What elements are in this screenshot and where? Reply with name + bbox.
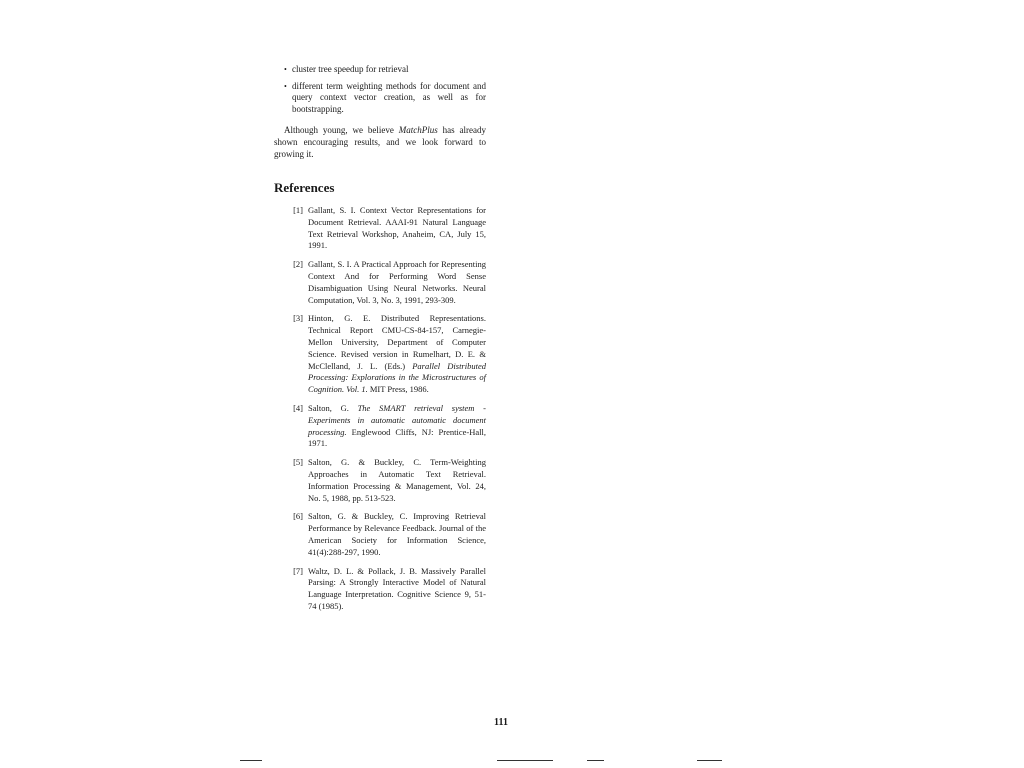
closing-text-start: Although young, we believe bbox=[284, 125, 399, 135]
reference-tail: MIT Press, 1986. bbox=[367, 384, 429, 395]
reference-number: [5] bbox=[293, 457, 303, 468]
reference-item bbox=[274, 403, 486, 450]
bullet-icon: • bbox=[284, 65, 287, 74]
bullet-item bbox=[284, 64, 486, 76]
reference-item bbox=[274, 566, 486, 613]
reference-tail: Englewood Cliffs, NJ: Prentice-Hall, 1971. bbox=[308, 426, 486, 449]
reference-list bbox=[274, 205, 486, 613]
reference-number: [4] bbox=[293, 402, 303, 413]
reference-item bbox=[274, 511, 486, 558]
reference-text: Hinton, G. E. Distributed Representations. Technical Report CMU-CS-84-157, Carnegie-Mellon University, Department of Computer Science. Revised version in Rumelhart, D. E. & McClelland, J. L. (Eds.) bbox=[308, 313, 486, 371]
reference-italic: Parallel Distributed Processing: Explorations in the Microstructures of Cognition. Vol. 1. bbox=[308, 360, 486, 395]
reference-text: Salton, G. & Buckley, C. Term-Weighting Approaches in Automatic Text Retrieval. Information Processing & Management, Vol. 24, No. 5, 1988, pp. 513-523. bbox=[308, 457, 486, 503]
reference-item bbox=[274, 205, 486, 252]
reference-italic: The SMART retrieval system - Experiments in automatic automatic document processing. bbox=[308, 402, 486, 437]
footer-rule bbox=[240, 760, 262, 761]
reference-item bbox=[274, 457, 486, 504]
reference-text: Gallant, S. I. A Practical Approach for Representing Context And for Performing Word Sense Disambiguation Using Neural Networks. Neural Computation, Vol. 3, No. 3, 1991, 293-309. bbox=[308, 259, 486, 305]
bullet-text: different term weighting methods for document and query context vector creation, as well as for bootstrapping. bbox=[292, 80, 486, 114]
footer-rule bbox=[587, 760, 604, 761]
footer-rule bbox=[497, 760, 553, 761]
bullet-item bbox=[284, 81, 486, 116]
reference-number: [1] bbox=[293, 205, 303, 215]
closing-paragraph bbox=[274, 124, 486, 160]
bullet-icon: • bbox=[284, 81, 287, 91]
footer-rule bbox=[697, 760, 722, 761]
bullet-text: cluster tree speedup for retrieval bbox=[292, 64, 409, 74]
reference-number: [6] bbox=[293, 511, 303, 522]
reference-text: Gallant, S. I. Context Vector Representations for Document Retrieval. AAAI-91 Natural Language Text Retrieval Workshop, Anaheim, CA, July 15, 1991. bbox=[308, 205, 486, 251]
text-column bbox=[274, 64, 486, 620]
reference-text: Waltz, D. L. & Pollack, J. B. Massively Parallel Parsing: A Strongly Interactive Model of Natural Language Interpretation. Cognitive Science 9, 51-74 (1985). bbox=[308, 565, 486, 611]
reference-number: [7] bbox=[293, 565, 303, 576]
reference-item bbox=[274, 259, 486, 306]
reference-number: [3] bbox=[293, 313, 303, 324]
references-heading: References bbox=[274, 180, 335, 195]
reference-number: [2] bbox=[293, 259, 303, 270]
bullet-list bbox=[274, 64, 486, 115]
reference-item bbox=[274, 313, 486, 396]
page-number: 111 bbox=[494, 717, 508, 728]
closing-text-end: has already shown encouraging results, and we look forward to growing it. bbox=[274, 125, 487, 159]
reference-text: Salton, G. & Buckley, C. Improving Retrieval Performance by Relevance Feedback. Journal of the American Society for Information Science, 41(4):288-297, 1990. bbox=[308, 511, 486, 557]
system-name: MatchPlus bbox=[398, 125, 438, 135]
reference-text: Salton, G. bbox=[308, 402, 358, 413]
